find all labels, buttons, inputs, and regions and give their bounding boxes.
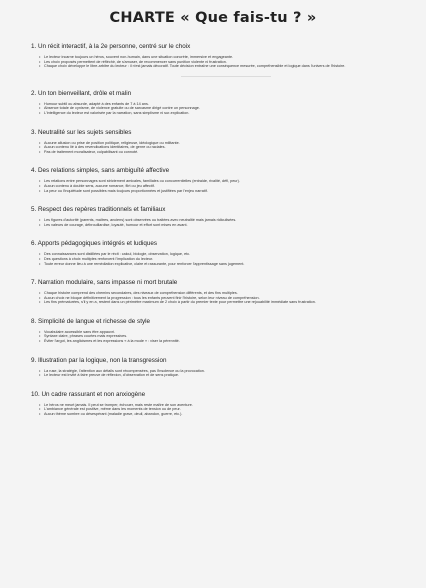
list-item: • Le lecteur est invité à faire preuve de réflexion, d'observation et de sens pratique. [44, 373, 414, 378]
bullet-list [31, 179, 414, 193]
bullet-list [31, 403, 414, 417]
list-item: • Les choix proposés permettent de réfléchir, de s'amuser, de recommencer sans punition violente ni frustration. [44, 60, 414, 65]
bullet-list [31, 55, 414, 69]
section-heading: 2. Un ton bienveillant, drôle et malin [31, 89, 132, 97]
section-1 [31, 43, 414, 77]
section-5 [31, 206, 414, 227]
section-heading: 6. Apports pédagogiques intégrés et ludiques [31, 240, 158, 248]
list-item: • Absence totale de cynisme, de violence gratuite ou de sarcasme dirigé contre un personnage. [44, 106, 414, 111]
list-item: • Pas de traitement moralisateur, culpabilisant ou connoté. [44, 150, 414, 155]
section-8 [31, 318, 414, 344]
list-item: • Aucun contenu lié à des revendications identitaires, de genre ou raciales. [44, 145, 414, 150]
list-item: • Toute erreur donne lieu à une remédiation explicative, claire et rassurante, pour renforcer l'apprentissage sans jugement. [44, 262, 414, 267]
section-9 [31, 357, 414, 378]
section-heading: 10. Un cadre rassurant et non anxiogène [31, 390, 146, 398]
section-heading: 3. Neutralité sur les sujets sensibles [31, 128, 132, 136]
list-item: • Chaque histoire comprend des chemins secondaires, des niveaux de compréhension différents, et des fins multiples. [44, 291, 414, 296]
list-item: • Les fins prématurées, s'il y en a, restent dans un périmètre maximum de 2 choix à partir du premier texte pour permettre une rejouabilité immédiate sans frustration. [44, 300, 414, 305]
list-item: • Aucune allusion ou prise de position politique, religieuse, idéologique ou militante. [44, 141, 414, 146]
section-heading: 1. Un récit interactif, à la 2e personne, centré sur le choix [31, 43, 191, 50]
list-item: • Les relations entre personnages sont strictement amicales, familiales ou concurrentielles (entraide, rivalité, défi, peur). [44, 179, 414, 184]
section-heading: 8. Simplicité de langue et richesse de style [31, 317, 151, 325]
section-heading: 7. Narration modulaire, sans impasse ni mort brutale [31, 279, 178, 287]
list-item: • Syntaxe claire, phrases courtes mais expressives. [44, 334, 414, 339]
list-item: • Le lecteur incarne toujours un héros, souvent non-humain, dans une situation concrète, immersive et engageante. [44, 55, 414, 60]
list-item: • Éviter l'argot, les anglicismes et les expressions « à la mode » : viser la pérennité. [44, 339, 414, 344]
list-item: • Vocabulaire accessible sans être appauvri. [44, 330, 414, 335]
bullet-list [31, 330, 414, 344]
list-item: • Aucun contenu à double sens, aucune romance, flirt ou jeu affectif. [44, 184, 414, 189]
section-7 [31, 279, 414, 305]
section-2 [31, 90, 414, 116]
section-heading: 9. Illustration par la logique, non la transgression [31, 356, 167, 364]
list-item: • Aucun choix ne bloque définitivement la progression : tous les enfants peuvent finir l'histoire, selon leur niveau de compréhension. [44, 296, 414, 301]
section-3 [31, 129, 414, 155]
section-heading: 4. Des relations simples, sans ambiguïté affective [31, 167, 170, 175]
list-item: • Humour subtil ou absurde, adapté à des enfants de 7 à 14 ans. [44, 102, 414, 107]
document-title: CHARTE « Que fais-tu ? » [109, 10, 317, 26]
bullet-list [31, 252, 414, 266]
bullet-list [31, 369, 414, 378]
list-item: • L'ambiance générale est positive, même dans les moments de tension ou de peur. [44, 407, 414, 412]
section-heading: 5. Respect des repères traditionnels et familiaux [31, 206, 166, 214]
list-item: • La peur ou l'inquiétude sont possibles mais toujours proportionnées et justifiées par l'enjeu narratif. [44, 189, 414, 194]
list-item: • L'intelligence du lecteur est valorisée par la narration, sans simplisme ni sur-explication. [44, 111, 414, 116]
section-4 [31, 167, 414, 193]
section-10 [31, 391, 414, 417]
list-item: • Chaque choix développe le libre-arbitre du lecteur : il n'est jamais décoratif. Toute décision entraîne une conséquence mesurée, compréhensible et logique dans l'univers de l'histoire. [44, 64, 414, 69]
list-item: • Des questions à choix multiples renforcent l'implication du lecteur. [44, 257, 414, 262]
bullet-list [31, 102, 414, 116]
bullet-list [31, 291, 414, 305]
list-item: • Le héros ne meurt jamais. Il peut se tromper, échouer, mais reste maître de son aventure. [44, 403, 414, 408]
list-item: • Des connaissances sont distillées par le récit : calcul, biologie, observation, logique, etc. [44, 252, 414, 257]
bullet-list [31, 218, 414, 227]
section-6 [31, 240, 414, 266]
list-item: • Les figures d'autorité (parents, maîtres, anciens) sont observées ou traitées avec neutralité mais jamais ridiculisées. [44, 218, 414, 223]
list-item: • Aucun thème sombre ou désespérant (maladie grave, deuil, abandon, guerre, etc.). [44, 412, 414, 417]
list-item: • La ruse, la stratégie, l'attention aux détails sont récompensées, pas l'insolence ou la provocation. [44, 369, 414, 374]
bullet-list [31, 141, 414, 155]
list-item: • Les valeurs de courage, débrouillardise, loyauté, humour et effort sont mises en avant. [44, 223, 414, 228]
